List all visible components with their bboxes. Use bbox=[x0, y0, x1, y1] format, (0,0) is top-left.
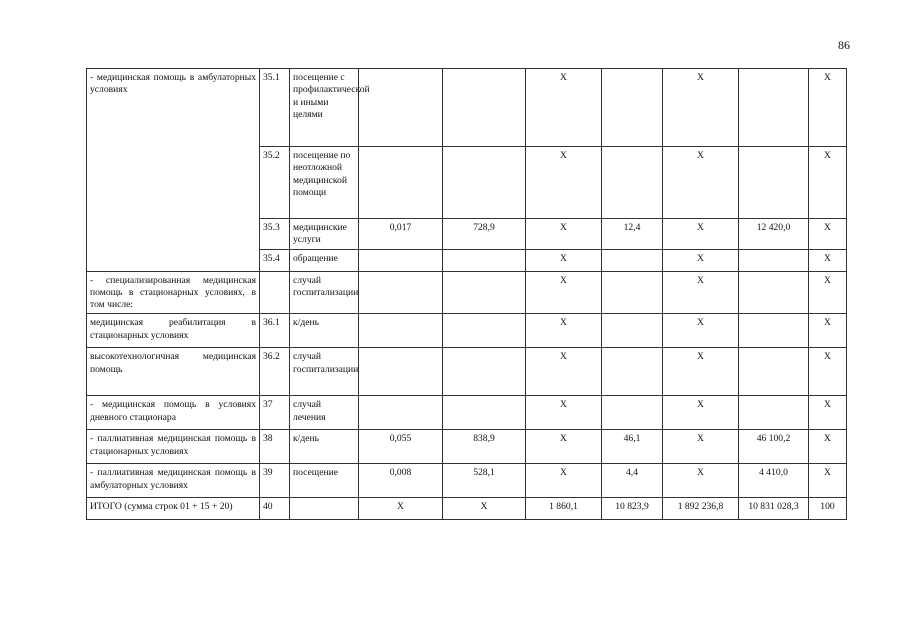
table-row bbox=[87, 498, 847, 520]
value-cell: X bbox=[526, 69, 602, 147]
unit-cell: обращение bbox=[290, 249, 359, 271]
row-code-cell: 38 bbox=[260, 430, 290, 464]
value-cell: X bbox=[526, 147, 602, 219]
value-cell: 12 420,0 bbox=[739, 219, 809, 250]
table-row bbox=[87, 396, 847, 430]
value-cell: X bbox=[809, 314, 847, 348]
value-cell: X bbox=[526, 249, 602, 271]
unit-cell: случай лечения bbox=[290, 396, 359, 430]
value-cell bbox=[602, 147, 663, 219]
unit-cell: посещение по неотложной медицинской помощи bbox=[290, 147, 359, 219]
value-cell: X bbox=[526, 314, 602, 348]
value-cell: X bbox=[526, 396, 602, 430]
value-cell bbox=[443, 271, 526, 314]
row-label-cell: ИТОГО (сумма строк 01 + 15 + 20) bbox=[87, 498, 260, 520]
value-cell: 10 823,9 bbox=[602, 498, 663, 520]
value-cell bbox=[739, 249, 809, 271]
value-cell bbox=[359, 69, 443, 147]
value-cell: X bbox=[663, 464, 739, 498]
row-label-cell: медицинская реабилитация в стационарных условиях bbox=[87, 314, 260, 348]
value-cell bbox=[359, 396, 443, 430]
unit-cell bbox=[290, 498, 359, 520]
table-row bbox=[87, 314, 847, 348]
table-row bbox=[87, 69, 847, 147]
value-cell bbox=[443, 348, 526, 396]
value-cell bbox=[359, 348, 443, 396]
row-code-cell bbox=[260, 271, 290, 314]
value-cell: X bbox=[809, 271, 847, 314]
value-cell: X bbox=[526, 464, 602, 498]
value-cell: X bbox=[809, 249, 847, 271]
table-body bbox=[87, 69, 847, 520]
value-cell: X bbox=[663, 396, 739, 430]
row-code-cell: 39 bbox=[260, 464, 290, 498]
value-cell: 4 410,0 bbox=[739, 464, 809, 498]
row-code-cell: 35.4 bbox=[260, 249, 290, 271]
table-row bbox=[87, 348, 847, 396]
value-cell: 1 860,1 bbox=[526, 498, 602, 520]
value-cell bbox=[602, 271, 663, 314]
value-cell bbox=[443, 314, 526, 348]
row-code-cell: 35.3 bbox=[260, 219, 290, 250]
value-cell bbox=[359, 271, 443, 314]
row-label-cell: - медицинская помощь в амбулаторных условиях bbox=[87, 69, 260, 272]
value-cell: X bbox=[663, 348, 739, 396]
value-cell bbox=[739, 271, 809, 314]
value-cell bbox=[602, 314, 663, 348]
row-code-cell: 40 bbox=[260, 498, 290, 520]
row-label-cell: - паллиативная медицинская помощь в стационарных условиях bbox=[87, 430, 260, 464]
value-cell: 728,9 bbox=[443, 219, 526, 250]
value-cell: X bbox=[809, 396, 847, 430]
table-row bbox=[87, 430, 847, 464]
value-cell: X bbox=[663, 147, 739, 219]
value-cell: X bbox=[809, 464, 847, 498]
value-cell bbox=[443, 249, 526, 271]
value-cell bbox=[739, 348, 809, 396]
unit-cell: медицинские услуги bbox=[290, 219, 359, 250]
value-cell: X bbox=[443, 498, 526, 520]
value-cell: X bbox=[526, 430, 602, 464]
row-label-cell: - специализированная медицинская помощь в стационарных условиях, в том числе: bbox=[87, 271, 260, 314]
unit-cell: посещение с профилактической и иными целями bbox=[290, 69, 359, 147]
value-cell bbox=[443, 147, 526, 219]
value-cell: 528,1 bbox=[443, 464, 526, 498]
unit-cell: посещение bbox=[290, 464, 359, 498]
value-cell: 0,017 bbox=[359, 219, 443, 250]
value-cell bbox=[739, 69, 809, 147]
value-cell: 0,008 bbox=[359, 464, 443, 498]
value-cell: X bbox=[526, 348, 602, 396]
value-cell: X bbox=[663, 69, 739, 147]
value-cell: 10 831 028,3 bbox=[739, 498, 809, 520]
value-cell: 4,4 bbox=[602, 464, 663, 498]
value-cell: 100 bbox=[809, 498, 847, 520]
value-cell bbox=[443, 69, 526, 147]
value-cell: X bbox=[526, 271, 602, 314]
unit-cell: случай госпитализации bbox=[290, 271, 359, 314]
unit-cell: случай госпитализации bbox=[290, 348, 359, 396]
row-code-cell: 36.1 bbox=[260, 314, 290, 348]
row-label-cell: - паллиативная медицинская помощь в амбулаторных условиях bbox=[87, 464, 260, 498]
unit-cell: к/день bbox=[290, 314, 359, 348]
value-cell bbox=[359, 314, 443, 348]
value-cell: 1 892 236,8 bbox=[663, 498, 739, 520]
value-cell: X bbox=[663, 314, 739, 348]
value-cell: X bbox=[663, 430, 739, 464]
value-cell bbox=[739, 147, 809, 219]
value-cell: 838,9 bbox=[443, 430, 526, 464]
value-cell bbox=[602, 348, 663, 396]
value-cell bbox=[359, 249, 443, 271]
value-cell: 46,1 bbox=[602, 430, 663, 464]
unit-cell: к/день bbox=[290, 430, 359, 464]
value-cell: X bbox=[526, 219, 602, 250]
value-cell: X bbox=[809, 219, 847, 250]
value-cell: 46 100,2 bbox=[739, 430, 809, 464]
value-cell: X bbox=[809, 430, 847, 464]
row-code-cell: 35.1 bbox=[260, 69, 290, 147]
row-code-cell: 36.2 bbox=[260, 348, 290, 396]
value-cell bbox=[739, 396, 809, 430]
value-cell: 12,4 bbox=[602, 219, 663, 250]
value-cell bbox=[443, 396, 526, 430]
value-cell: X bbox=[809, 147, 847, 219]
row-code-cell: 37 bbox=[260, 396, 290, 430]
value-cell bbox=[739, 314, 809, 348]
value-cell: X bbox=[809, 348, 847, 396]
row-label-cell: - медицинская помощь в условиях дневного стационара bbox=[87, 396, 260, 430]
value-cell bbox=[602, 396, 663, 430]
table-row bbox=[87, 271, 847, 314]
value-cell bbox=[359, 147, 443, 219]
value-cell: 0,055 bbox=[359, 430, 443, 464]
row-label-cell: высокотехнологичная медицинская помощь bbox=[87, 348, 260, 396]
value-cell: X bbox=[663, 271, 739, 314]
value-cell: X bbox=[663, 219, 739, 250]
value-cell: X bbox=[359, 498, 443, 520]
data-table bbox=[86, 68, 847, 520]
table-row bbox=[87, 464, 847, 498]
value-cell: X bbox=[663, 249, 739, 271]
value-cell bbox=[602, 249, 663, 271]
row-code-cell: 35.2 bbox=[260, 147, 290, 219]
value-cell bbox=[602, 69, 663, 147]
page-number: 86 bbox=[838, 38, 850, 52]
value-cell: X bbox=[809, 69, 847, 147]
